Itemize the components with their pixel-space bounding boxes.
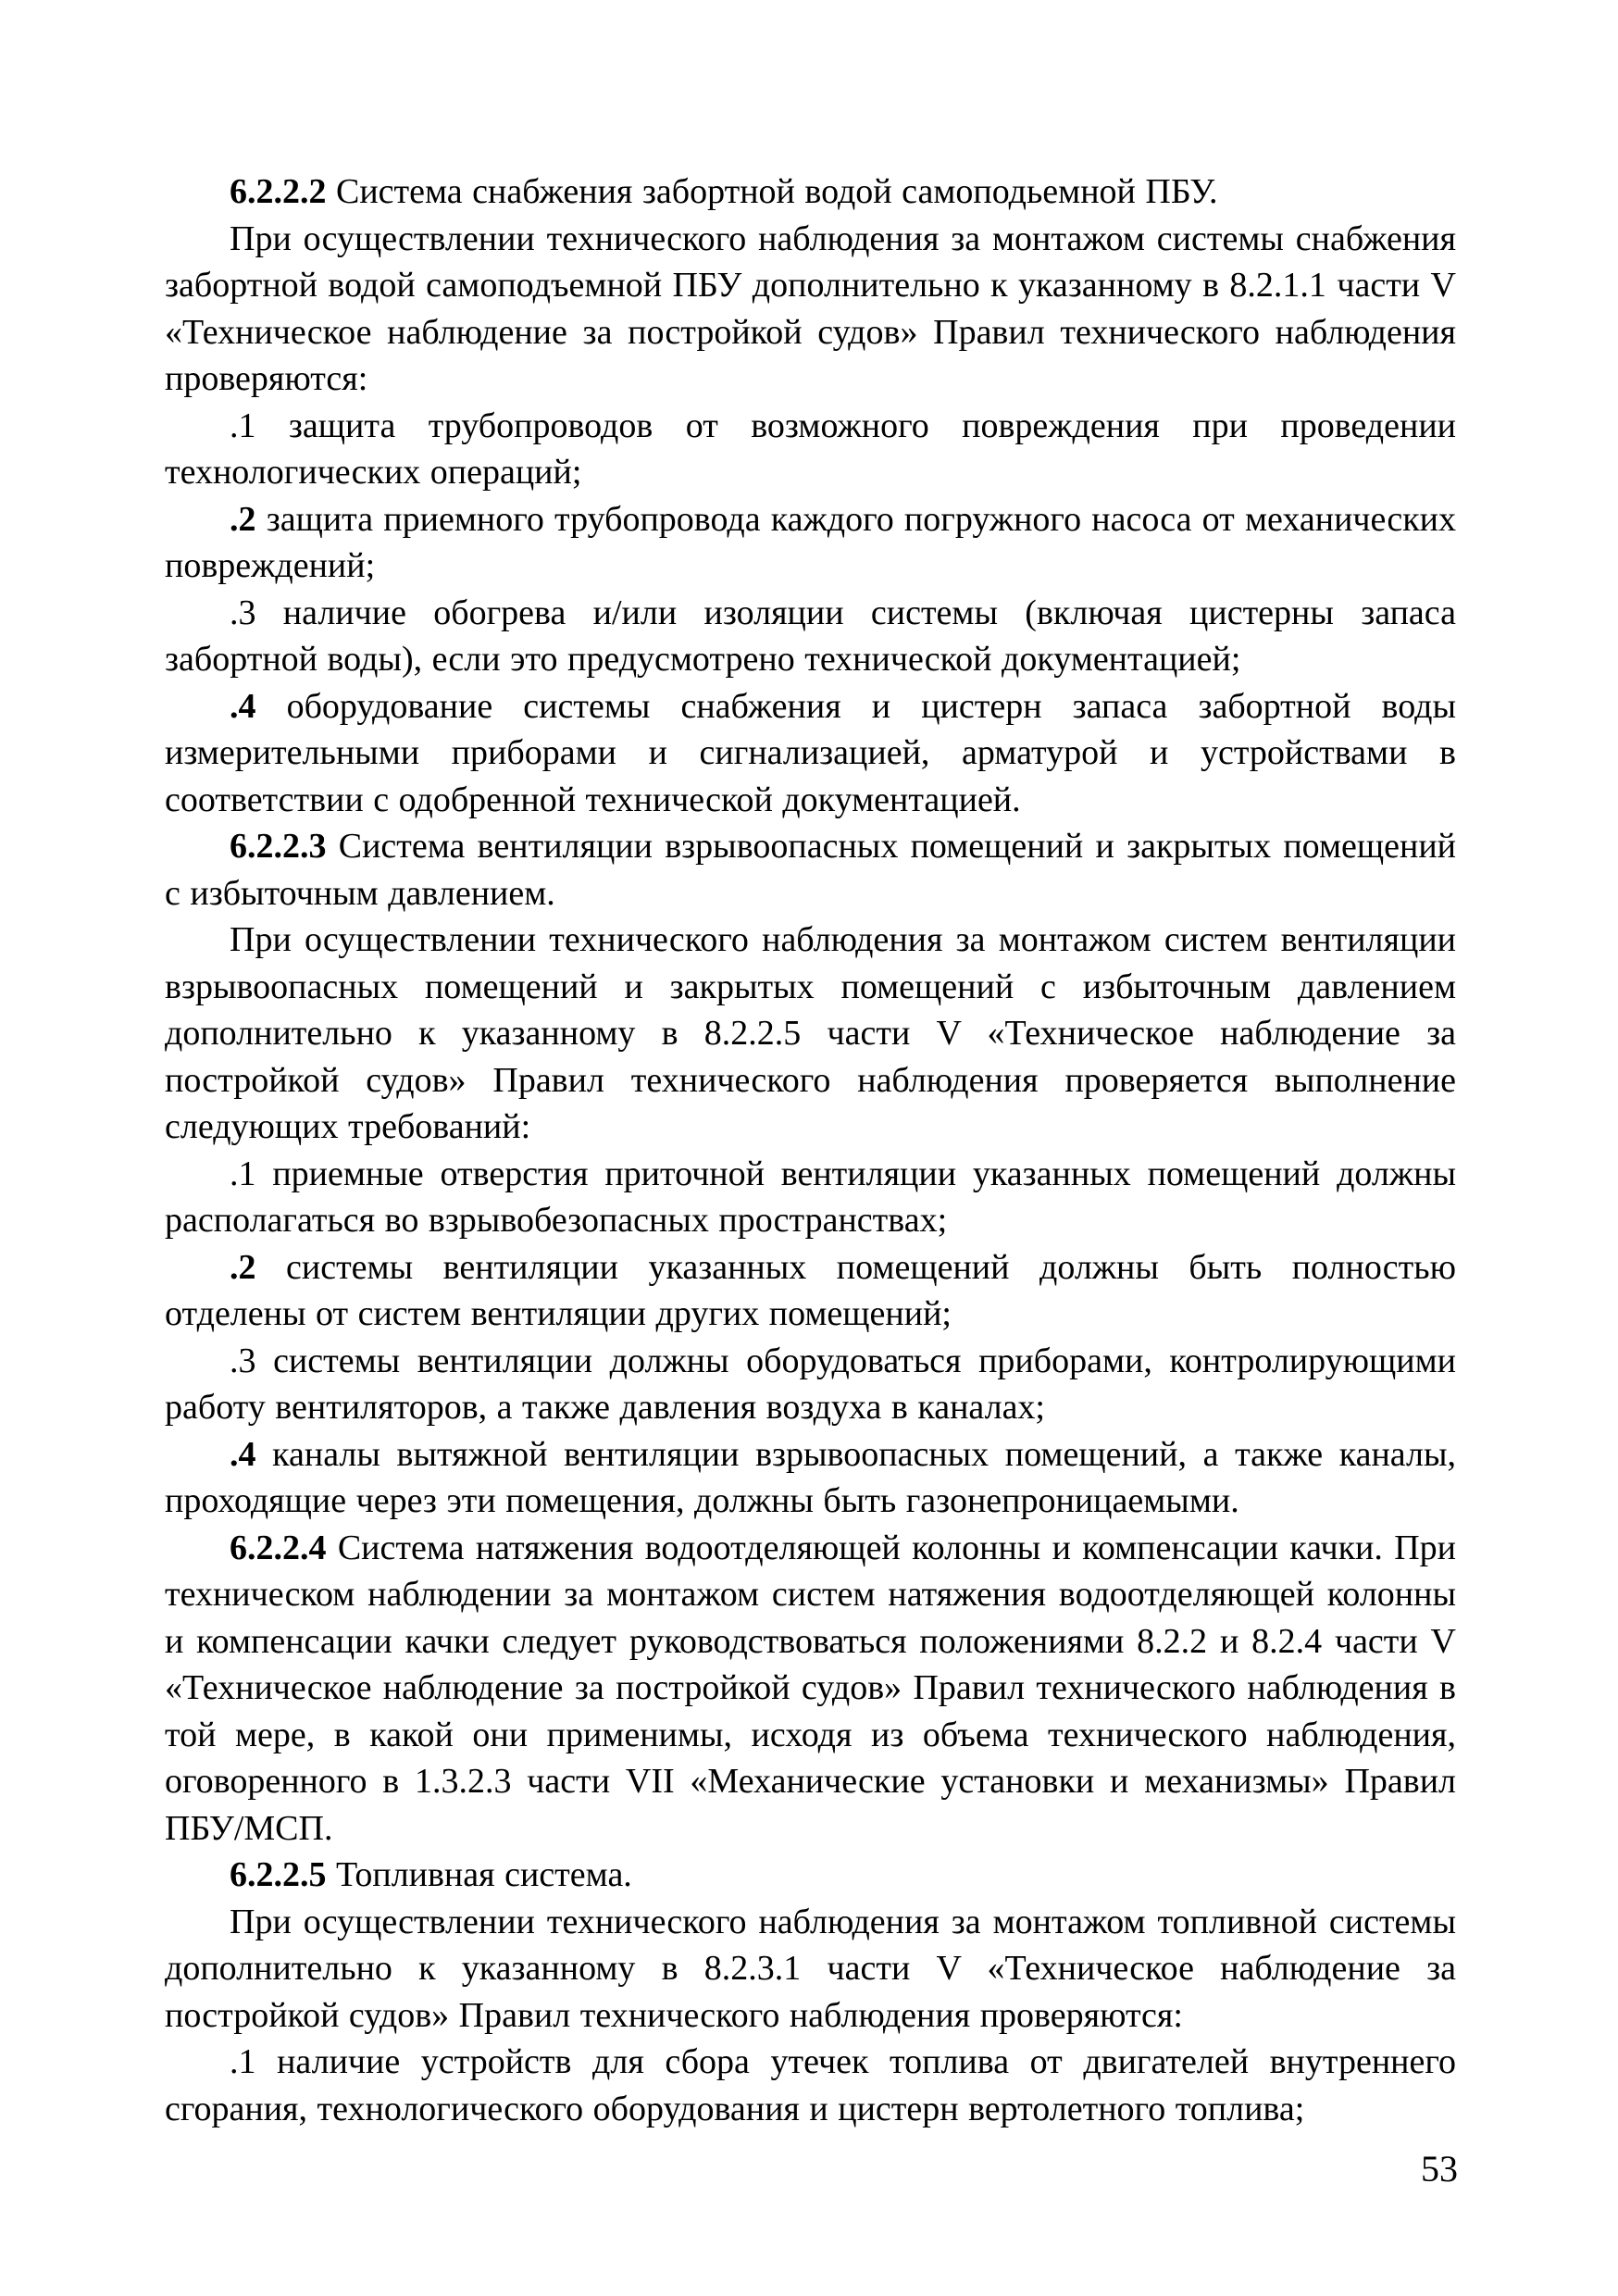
section-title: Система натяжения водоотделяющей колонны и компенсации качки. При техническом наблюдении за монтажом систем натяжения водоотделяющей колонны и компенсации качки следует руководствоваться положениями 8.2.2 и 8.2.4 части V «Техническое наблюдение за постройкой судов» Правил технического наблюдения в той мере, в какой они применимы, исходя из объема технического наблюдения, оговоренного в 1.3.2.3 части VII «Механические установки и механизмы» Правил ПБУ/МСП. <box>165 1528 1456 1848</box>
list-item <box>165 590 1456 683</box>
section-intro: При осуществлении технического наблюдения за монтажом систем вентиляции взрывоопасных помещений и закрытых помещений с избыточным давлением дополнительно к указанному в 8.2.2.5 части V «Техническое наблюдение за постройкой судов» Правил технического наблюдения проверяется выполнение следующих требований: <box>165 920 1456 1146</box>
list-item <box>165 683 1456 824</box>
section-title: Топливная система. <box>326 1855 632 1894</box>
section-title: Система снабжения забортной водой самоподьемной ПБУ. <box>326 172 1218 211</box>
item-text: наличие устройств для сбора утечек топлива от двигателей внутреннего сгорания, технологического оборудования и цистерн вертолетного топлива; <box>165 2042 1456 2128</box>
section-number: 6.2.2.2 <box>230 172 327 211</box>
section-intro: При осуществлении технического наблюдения за монтажом топливной системы дополнительно к указанному в 8.2.3.1 части V «Техническое наблюдение за постройкой судов» Правил технического наблюдения проверяются: <box>165 1902 1456 2035</box>
item-number: .4 <box>230 1434 256 1474</box>
item-number: .3 <box>230 1341 256 1380</box>
item-text: оборудование системы снабжения и цистерн запаса забортной воды измерительными приборами и сигнализацией, арматурой и устройствами в соответствии с одобренной технической документацией. <box>165 686 1456 819</box>
item-number: .1 <box>230 2042 256 2081</box>
page-number: 53 <box>1421 2148 1458 2190</box>
document-body <box>165 168 1456 2132</box>
item-text: защита приемного трубопровода каждого погружного насоса от механических повреждений; <box>165 499 1456 585</box>
item-number: .3 <box>230 593 256 632</box>
list-item <box>165 496 1456 590</box>
item-number: .4 <box>230 686 256 726</box>
list-item <box>165 2039 1456 2132</box>
item-text: системы вентиляции должны оборудоваться приборами, контролирующими работу вентиляторов, а также давления воздуха в каналах; <box>165 1341 1456 1427</box>
section-heading-6-2-2-4 <box>165 1525 1456 1853</box>
section-heading-6-2-2-3 <box>165 823 1456 917</box>
list-item <box>165 403 1456 496</box>
list-item <box>165 1151 1456 1244</box>
list-item <box>165 1338 1456 1431</box>
item-number: .2 <box>230 499 256 539</box>
item-text: приемные отверстия приточной вентиляции указанных помещений должны располагаться во взрывобезопасных пространствах; <box>165 1154 1456 1240</box>
section-intro: При осуществлении технического наблюдения за монтажом системы снабжения забортной водой самоподъемной ПБУ дополнительно к указанному в 8.2.1.1 части V «Техническое наблюдение за постройкой судов» Правил технического наблюдения проверяются: <box>165 218 1456 398</box>
item-number: .1 <box>230 406 256 445</box>
item-text: каналы вытяжной вентиляции взрывоопасных помещений, а также каналы, проходящие через эти помещения, должны быть газонепроницаемыми. <box>165 1434 1456 1520</box>
list-item <box>165 1431 1456 1525</box>
section-number: 6.2.2.4 <box>230 1528 327 1567</box>
section-number: 6.2.2.5 <box>230 1855 327 1894</box>
item-text: наличие обогрева и/или изоляции системы (включая цистерны запаса забортной воды), если это предусмотрено технической документацией; <box>165 593 1456 679</box>
section-heading-6-2-2-2 <box>165 168 1456 216</box>
section-title: Система вентиляции взрывоопасных помещений и закрытых помещений с избыточным давлением. <box>165 827 1456 913</box>
item-text: защита трубопроводов от возможного повреждения при проведении технологических операций; <box>165 406 1456 492</box>
list-item <box>165 1244 1456 1338</box>
item-number: .1 <box>230 1154 256 1193</box>
item-number: .2 <box>230 1247 256 1287</box>
section-heading-6-2-2-5 <box>165 1852 1456 1899</box>
item-text: системы вентиляции указанных помещений должны быть полностью отделены от систем вентиляции других помещений; <box>165 1247 1456 1333</box>
section-number: 6.2.2.3 <box>230 827 327 866</box>
